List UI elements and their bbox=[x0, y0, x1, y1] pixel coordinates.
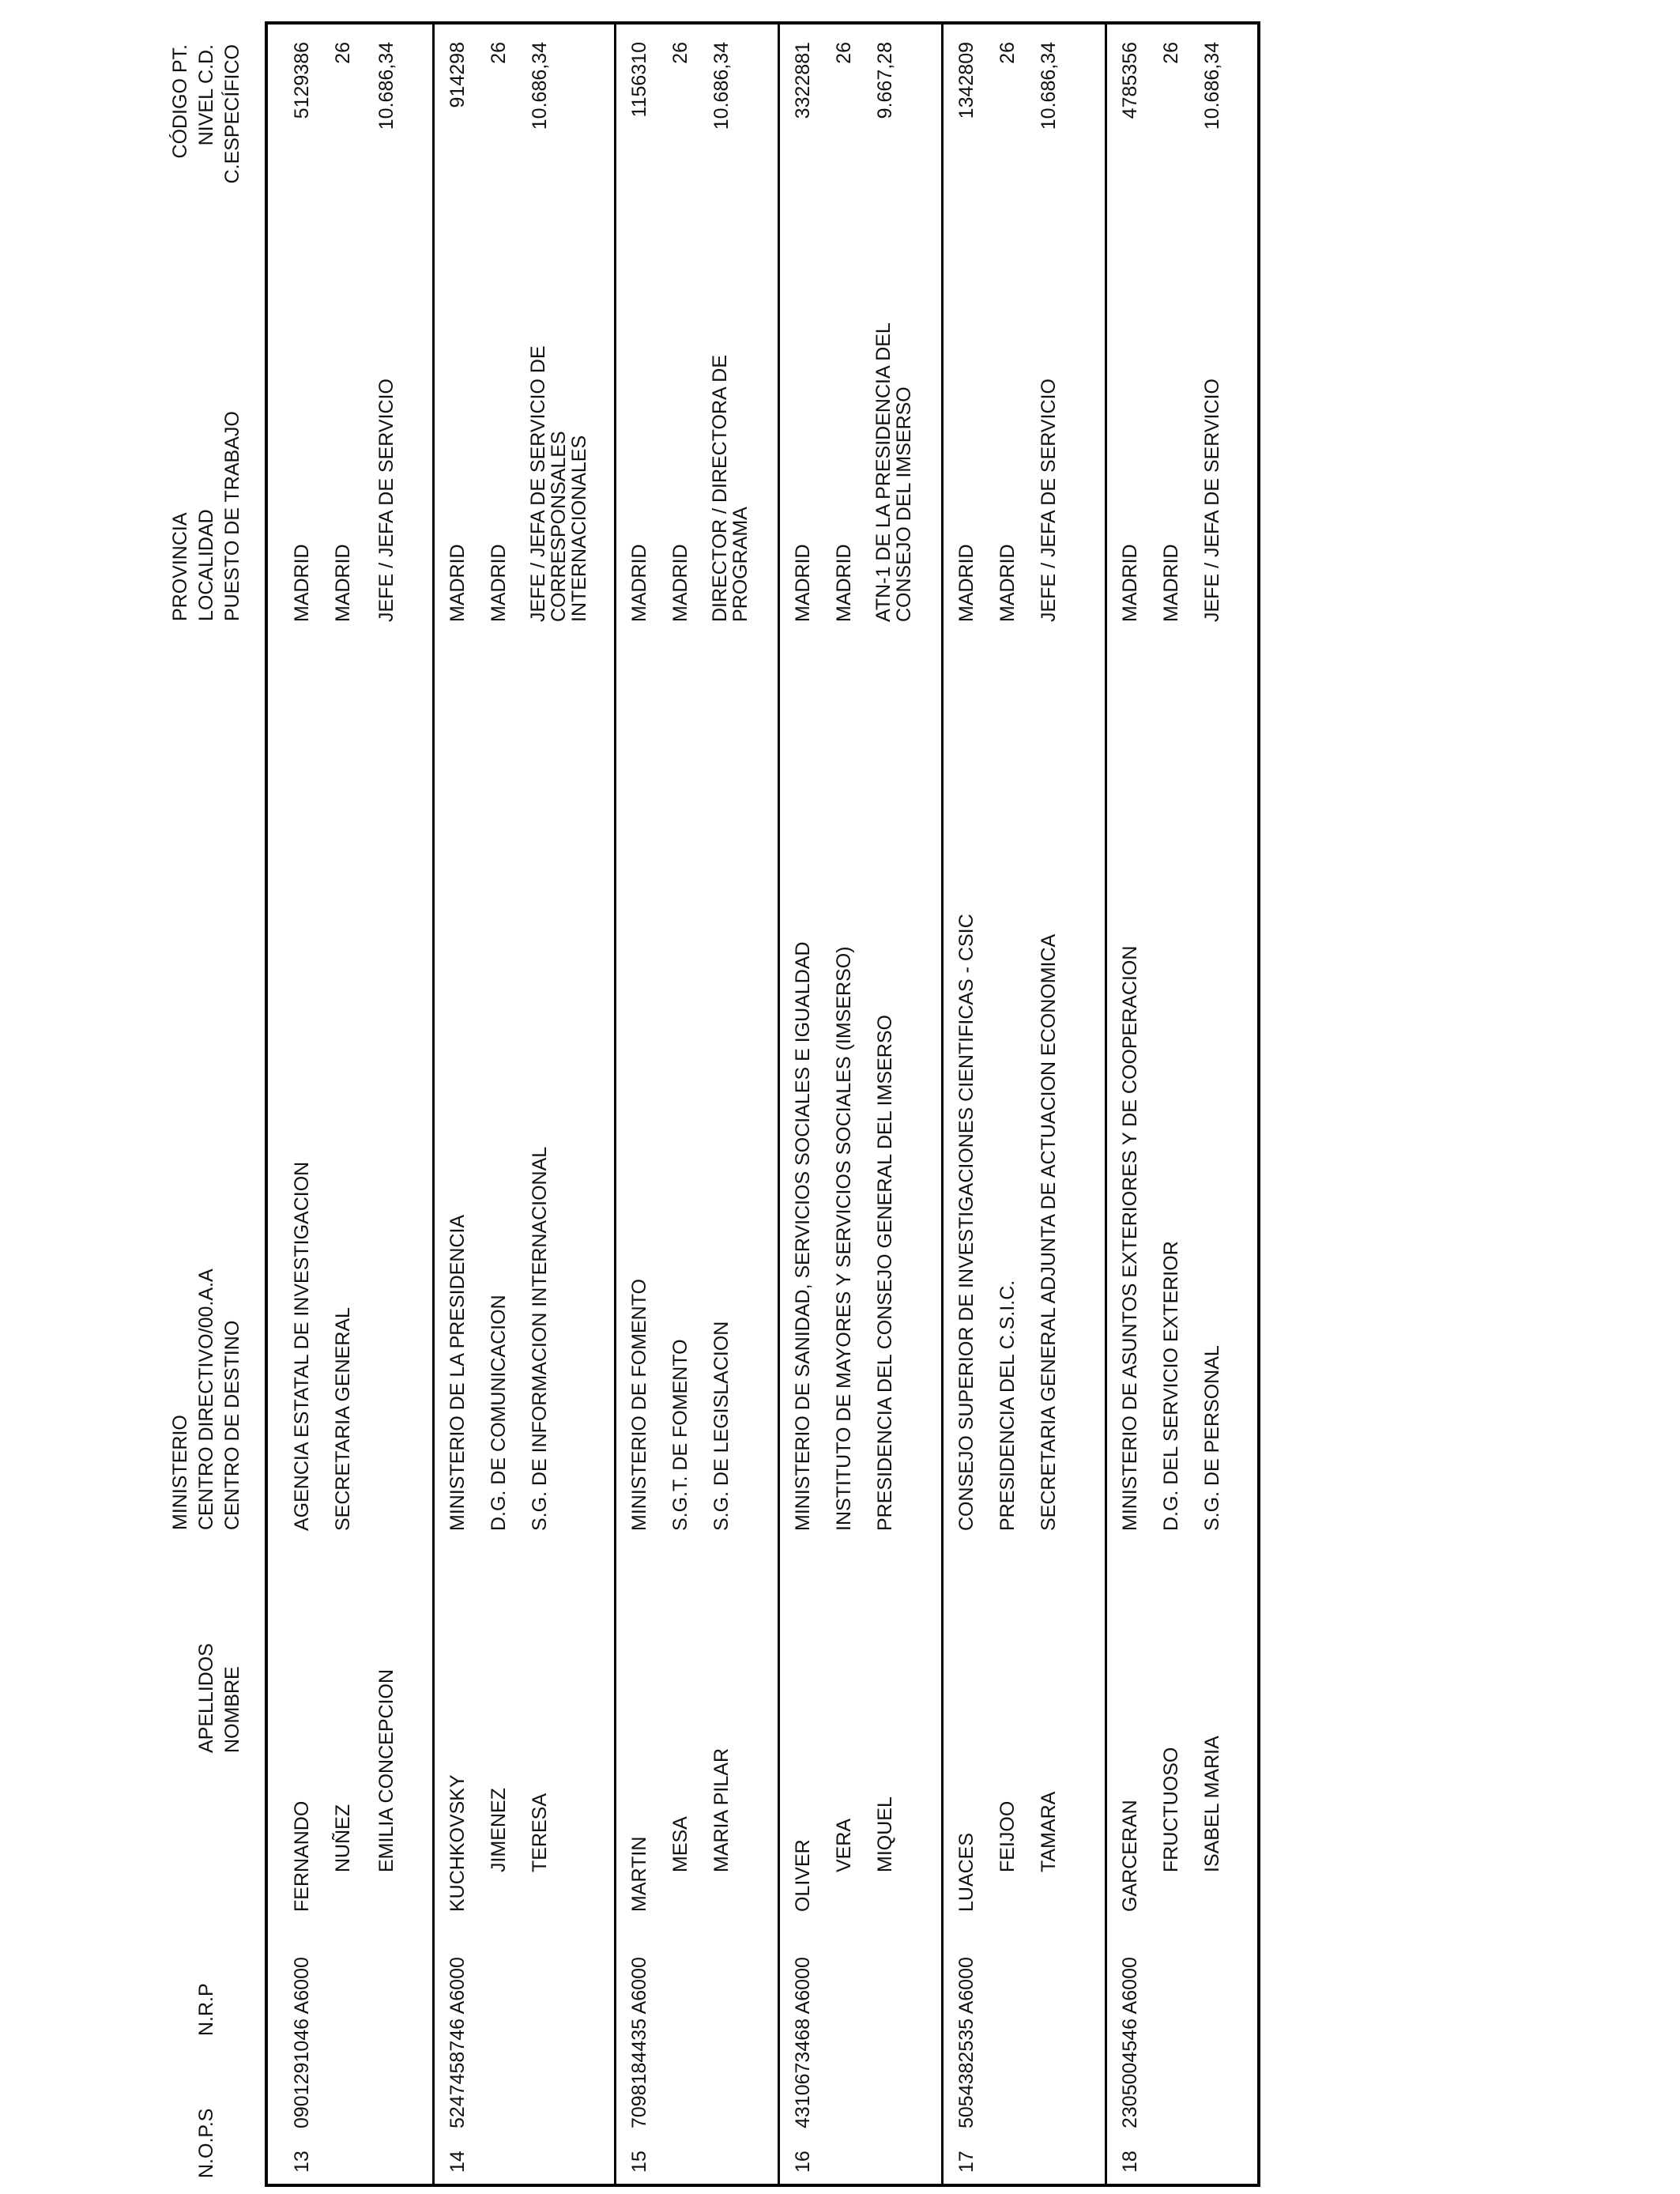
header-apellidos: APELLIDOS bbox=[195, 1643, 217, 1753]
puesto-cell: DIRECTOR / DIRECTORA DE PROGRAMA bbox=[709, 354, 751, 622]
apellido1-cell: MARTIN bbox=[628, 1836, 650, 1912]
apellido2-cell: FRUCTUOSO bbox=[1160, 1747, 1182, 1872]
header-nrp: N.R.P bbox=[195, 1983, 217, 2036]
record-block bbox=[1105, 25, 1257, 2184]
provincia-cell: MADRID bbox=[792, 544, 814, 622]
centro-destino-cell: PRESIDENCIA DEL CONSEJO GENERAL DEL IMSERSO bbox=[874, 1015, 896, 1531]
header-ministerio: MINISTERIO bbox=[169, 1415, 191, 1530]
centro-directivo-cell: S.G.T. DE FOMENTO bbox=[669, 1339, 691, 1531]
nombre-cell: MARIA PILAR bbox=[710, 1748, 733, 1872]
apellido2-cell: FEIJOO bbox=[996, 1800, 1019, 1872]
nivel-cell: 26 bbox=[996, 42, 1019, 64]
record-block bbox=[614, 25, 778, 2184]
codigo-cell: 914298 bbox=[446, 42, 469, 108]
puesto-cell: JEFE / JEFA DE SERVICIO bbox=[375, 379, 397, 622]
record-block bbox=[778, 25, 941, 2184]
especifico-cell: 9.667,28 bbox=[874, 42, 896, 119]
ministerio-cell: MINISTERIO DE FOMENTO bbox=[628, 1279, 650, 1531]
localidad-cell: MADRID bbox=[833, 544, 855, 622]
especifico-cell: 10.686,34 bbox=[710, 42, 733, 130]
nivel-cell: 26 bbox=[669, 42, 691, 64]
centro-directivo-cell: D.G. DE COMUNICACION bbox=[488, 1295, 510, 1531]
codigo-cell: 1156310 bbox=[628, 42, 650, 118]
codigo-cell: 1342809 bbox=[955, 42, 977, 119]
nops-cell: 17 bbox=[955, 2151, 977, 2173]
especifico-cell: 10.686,34 bbox=[529, 42, 551, 130]
puesto-cell: JEFE / JEFA DE SERVICIO bbox=[1038, 379, 1060, 622]
provincia-cell: MADRID bbox=[955, 544, 977, 622]
ministerio-cell: CONSEJO SUPERIOR DE INVESTIGACIONES CIENTIFICAS - CSIC bbox=[955, 914, 977, 1531]
centro-directivo-cell: D.G. DEL SERVICIO EXTERIOR bbox=[1160, 1241, 1182, 1531]
codigo-cell: 3322881 bbox=[792, 42, 814, 119]
localidad-cell: MADRID bbox=[669, 544, 691, 622]
nombre-cell: ISABEL MARIA bbox=[1201, 1736, 1223, 1872]
especifico-cell: 10.686,34 bbox=[1201, 42, 1223, 130]
nops-cell: 14 bbox=[446, 2151, 469, 2173]
nombre-cell: TERESA bbox=[529, 1793, 551, 1872]
nops-cell: 16 bbox=[792, 2151, 814, 2173]
header-puesto: PUESTO DE TRABAJO bbox=[221, 411, 243, 621]
apellido1-cell: KUCHKOVSKY bbox=[446, 1774, 469, 1912]
centro-destino-cell: SECRETARIA GENERAL ADJUNTA DE ACTUACION ECONOMICA bbox=[1038, 933, 1060, 1531]
codigo-cell: 4785356 bbox=[1119, 42, 1141, 119]
nombre-cell: EMILIA CONCEPCION bbox=[375, 1669, 397, 1872]
nrp-cell: 5247458746 A6000 bbox=[446, 1957, 469, 2128]
header-nombre: NOMBRE bbox=[221, 1666, 243, 1753]
record-block bbox=[941, 25, 1105, 2184]
provincia-cell: MADRID bbox=[446, 544, 469, 622]
header-localidad: LOCALIDAD bbox=[195, 509, 217, 621]
puesto-cell: JEFE / JEFA DE SERVICIO bbox=[1201, 379, 1223, 622]
nivel-cell: 26 bbox=[1160, 42, 1182, 64]
header-nivel: NIVEL C.D. bbox=[195, 44, 217, 146]
ministerio-cell: AGENCIA ESTATAL DE INVESTIGACION bbox=[291, 1161, 313, 1531]
nrp-cell: 2305004546 A6000 bbox=[1119, 1957, 1141, 2128]
nombre-cell: MIQUEL bbox=[874, 1796, 896, 1872]
nivel-cell: 26 bbox=[332, 42, 354, 64]
localidad-cell: MADRID bbox=[996, 544, 1019, 622]
localidad-cell: MADRID bbox=[332, 544, 354, 622]
nops-cell: 15 bbox=[628, 2151, 650, 2173]
centro-directivo-cell: PRESIDENCIA DEL C.S.I.C. bbox=[996, 1280, 1019, 1531]
record-block bbox=[268, 25, 432, 2184]
nops-cell: 13 bbox=[291, 2151, 313, 2173]
apellido1-cell: GARCERAN bbox=[1119, 1800, 1141, 1912]
nivel-cell: 26 bbox=[833, 42, 855, 64]
localidad-cell: MADRID bbox=[488, 544, 510, 622]
header-codigo: CÓDIGO PT. bbox=[169, 44, 191, 159]
puesto-cell: ATN-1 DE LA PRESIDENCIA DEL CONSEJO DEL IMSERSO bbox=[872, 323, 915, 622]
ministerio-cell: MINISTERIO DE LA PRESIDENCIA bbox=[446, 1214, 469, 1531]
nrp-cell: 0901291046 A6000 bbox=[291, 1957, 313, 2128]
apellido2-cell: NUÑEZ bbox=[332, 1804, 354, 1872]
provincia-cell: MADRID bbox=[1119, 544, 1141, 622]
nrp-cell: 7098184435 A6000 bbox=[628, 1957, 650, 2128]
ministerio-cell: MINISTERIO DE SANIDAD, SERVICIOS SOCIALES E IGUALDAD bbox=[792, 941, 814, 1531]
nivel-cell: 26 bbox=[488, 42, 510, 64]
nrp-cell: 4310673468 A6000 bbox=[792, 1957, 814, 2128]
nops-cell: 18 bbox=[1119, 2151, 1141, 2173]
centro-destino-cell: S.G. DE LEGISLACION bbox=[710, 1321, 733, 1531]
header-especifico: C.ESPECÍFICO bbox=[221, 44, 243, 184]
header-centro-directivo: CENTRO DIRECTIVO/00.A.A bbox=[195, 1269, 217, 1530]
apellido1-cell: LUACES bbox=[955, 1832, 977, 1912]
centro-directivo-cell: SECRETARIA GENERAL bbox=[332, 1307, 354, 1531]
centro-directivo-cell: INSTITUTO DE MAYORES Y SERVICIOS SOCIALES (IMSERSO) bbox=[833, 946, 855, 1531]
apellido2-cell: MESA bbox=[669, 1816, 691, 1872]
provincia-cell: MADRID bbox=[628, 544, 650, 622]
header-nops: N.O.P.S bbox=[195, 2108, 217, 2178]
header-provincia: PROVINCIA bbox=[169, 512, 191, 621]
especifico-cell: 10.686,34 bbox=[1038, 42, 1060, 130]
centro-destino-cell: S.G. DE INFORMACION INTERNACIONAL bbox=[529, 1146, 551, 1531]
records-table bbox=[265, 21, 1260, 2187]
provincia-cell: MADRID bbox=[291, 544, 313, 622]
apellido1-cell: FERNANDO bbox=[291, 1800, 313, 1912]
record-block bbox=[432, 25, 614, 2184]
localidad-cell: MADRID bbox=[1160, 544, 1182, 622]
ministerio-cell: MINISTERIO DE ASUNTOS EXTERIORES Y DE COOPERACION bbox=[1119, 945, 1141, 1531]
puesto-cell: JEFE / JEFA DE SERVICIO DE CORRESPONSALES INTERNACIONALES bbox=[527, 345, 590, 622]
nrp-cell: 5054382535 A6000 bbox=[955, 1957, 977, 2128]
header-centro-destino: CENTRO DE DESTINO bbox=[221, 1320, 243, 1530]
apellido1-cell: OLIVER bbox=[792, 1839, 814, 1912]
especifico-cell: 10.686,34 bbox=[375, 42, 397, 130]
nombre-cell: TAMARA bbox=[1038, 1791, 1060, 1872]
apellido2-cell: JIMENEZ bbox=[488, 1788, 510, 1872]
codigo-cell: 5129386 bbox=[291, 42, 313, 119]
centro-destino-cell: S.G. DE PERSONAL bbox=[1201, 1345, 1223, 1531]
apellido2-cell: VERA bbox=[833, 1818, 855, 1872]
